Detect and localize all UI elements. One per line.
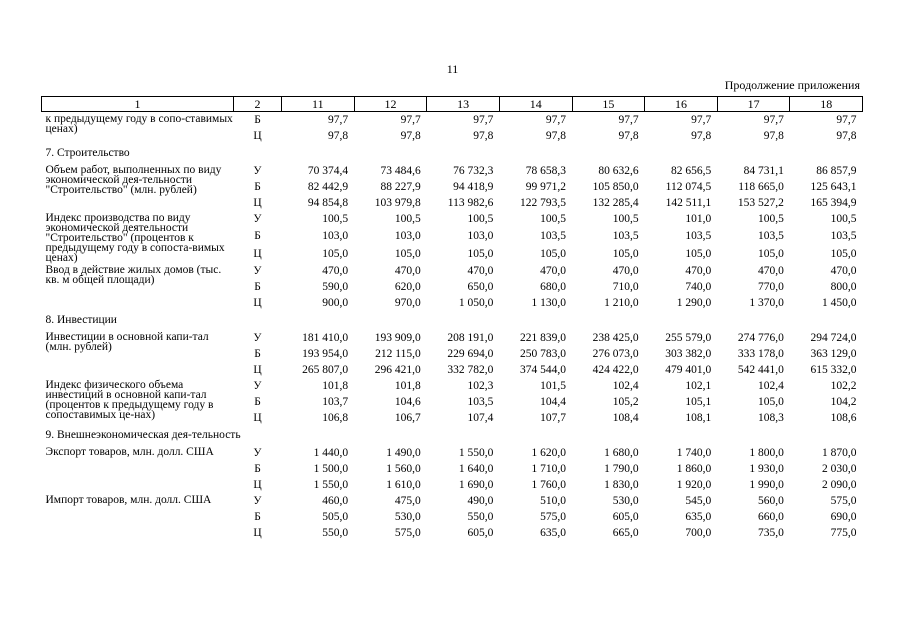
value-cell: 1 210,0 xyxy=(604,297,639,309)
value-cell: 620,0 xyxy=(394,281,421,293)
value-cell: 97,8 xyxy=(473,130,494,142)
value-cell: 102,1 xyxy=(685,380,712,392)
scenario-code: Ц xyxy=(253,197,262,209)
value-cell: 1 550,0 xyxy=(458,447,494,459)
value-cell: 238 425,0 xyxy=(592,332,639,344)
scenario-code: Б xyxy=(254,281,261,293)
value-cell: 1 690,0 xyxy=(458,479,494,491)
value-cell: 88 227,9 xyxy=(380,181,421,193)
value-cell: 165 394,9 xyxy=(810,197,857,209)
indicator-label-cell xyxy=(42,211,234,263)
scenario-code: Ц xyxy=(253,364,262,376)
value-cell: 78 658,3 xyxy=(525,165,566,177)
value-cell: 650,0 xyxy=(467,281,494,293)
section-heading-row xyxy=(42,426,863,445)
value-cell: 103,5 xyxy=(830,230,857,243)
scenario-code: У xyxy=(253,165,262,177)
value-cell: 82 442,9 xyxy=(307,181,349,193)
scenario-code: Б xyxy=(254,230,261,243)
value-cell: 1 680,0 xyxy=(604,447,639,459)
value-cell: 97,8 xyxy=(691,130,712,142)
value-cell: 510,0 xyxy=(540,495,566,507)
scenario-code: У xyxy=(253,265,262,277)
value-cell: 490,0 xyxy=(467,495,494,507)
scenario-code: Б xyxy=(254,181,261,193)
value-cell: 1 550,0 xyxy=(313,479,349,491)
value-cell: 102,4 xyxy=(758,380,784,392)
value-cell: 1 560,0 xyxy=(386,463,421,475)
indicator-label-cell xyxy=(42,445,234,493)
forecast-table xyxy=(41,96,863,541)
value-cell: 1 620,0 xyxy=(531,447,566,459)
value-cell: 105,0 xyxy=(758,396,784,408)
value-cell: 105,0 xyxy=(322,247,349,260)
scenario-code: Ц xyxy=(253,479,262,491)
scenario-code: Б xyxy=(254,396,261,408)
value-cell: 106,7 xyxy=(394,412,421,424)
value-cell: 635,0 xyxy=(540,527,566,539)
value-cell: 1 450,0 xyxy=(822,297,857,309)
section-heading: 8. Инвестиции xyxy=(45,314,117,326)
value-cell: 105,0 xyxy=(685,247,712,260)
value-cell: 105,1 xyxy=(685,396,712,408)
value-cell: 122 793,5 xyxy=(520,197,566,209)
header-cell: 15 xyxy=(572,97,645,112)
value-cell: 94 854,8 xyxy=(307,197,349,209)
indicator-label: Индекс производства по виду экономической деятельности "Строительство" (процентов к предыдущему году в сопоста-вимых ценах) xyxy=(45,212,225,264)
header-cell: 18 xyxy=(790,97,863,112)
value-cell: 1 790,0 xyxy=(604,463,639,475)
value-cell: 1 490,0 xyxy=(386,447,421,459)
value-cell: 104,4 xyxy=(540,396,566,408)
value-cell: 100,5 xyxy=(322,213,349,225)
header-cell: 16 xyxy=(645,97,718,112)
value-cell: 108,6 xyxy=(830,412,857,424)
value-cell: 505,0 xyxy=(322,511,349,523)
value-cell: 153 527,2 xyxy=(737,197,784,209)
value-cell: 94 418,9 xyxy=(453,181,494,193)
value-cell: 575,0 xyxy=(830,495,857,507)
value-cell: 710,0 xyxy=(612,281,639,293)
header-cell: 1 xyxy=(42,97,234,112)
section-heading-row xyxy=(42,311,863,330)
value-cell: 103,5 xyxy=(612,230,639,243)
indicator-label: Индекс физического объема инвестиций в основной капи-тал (процентов к предыдущему году в сопоставимых це-нах) xyxy=(45,379,214,421)
value-cell: 97,7 xyxy=(618,114,639,126)
value-cell: 112 074,5 xyxy=(665,181,712,193)
value-cell: 550,0 xyxy=(322,527,349,539)
value-cell: 97,8 xyxy=(618,130,639,142)
value-cell: 900,0 xyxy=(322,297,349,309)
table-header-row xyxy=(42,97,863,112)
value-cell: 97,7 xyxy=(545,114,566,126)
table-row xyxy=(42,330,863,346)
value-cell: 475,0 xyxy=(394,495,421,507)
value-cell: 97,8 xyxy=(836,130,857,142)
table-row xyxy=(42,263,863,279)
value-cell: 97,8 xyxy=(400,130,421,142)
value-cell: 1 500,0 xyxy=(313,463,349,475)
value-cell: 735,0 xyxy=(758,527,784,539)
header-cell: 11 xyxy=(282,97,355,112)
indicator-label-cell xyxy=(42,378,234,426)
header-cell: 2 xyxy=(234,97,282,112)
indicator-label: к предыдущему году в сопо-ставимых ценах) xyxy=(45,113,233,135)
indicator-label: Инвестиции в основной капи-тал (млн. рублей) xyxy=(45,331,209,353)
value-cell: 97,7 xyxy=(836,114,857,126)
indicator-label-cell xyxy=(42,163,234,211)
value-cell: 106,8 xyxy=(322,412,349,424)
table-row xyxy=(42,112,863,129)
value-cell: 104,6 xyxy=(394,396,421,408)
value-cell: 680,0 xyxy=(540,281,566,293)
value-cell: 103 979,8 xyxy=(374,197,421,209)
indicator-label: Ввод в действие жилых домов (тыс. кв. м общей площади) xyxy=(45,264,222,286)
scenario-code: Ц xyxy=(253,247,262,260)
value-cell: 1 830,0 xyxy=(604,479,639,491)
value-cell: 101,8 xyxy=(394,380,421,392)
value-cell: 97,8 xyxy=(545,130,566,142)
value-cell: 101,8 xyxy=(322,380,349,392)
value-cell: 82 656,5 xyxy=(671,165,712,177)
value-cell: 97,7 xyxy=(400,114,421,126)
value-cell: 108,1 xyxy=(685,412,712,424)
value-cell: 1 990,0 xyxy=(749,479,784,491)
value-cell: 470,0 xyxy=(394,265,421,277)
header-cell: 14 xyxy=(499,97,572,112)
value-cell: 1 640,0 xyxy=(458,463,494,475)
table-row xyxy=(42,493,863,509)
value-cell: 101,0 xyxy=(685,213,712,225)
scenario-code: Б xyxy=(254,114,261,126)
value-cell: 103,7 xyxy=(322,396,349,408)
value-cell: 550,0 xyxy=(467,511,494,523)
scenario-code: Ц xyxy=(253,130,262,142)
value-cell: 575,0 xyxy=(394,527,421,539)
value-cell: 700,0 xyxy=(685,527,712,539)
value-cell: 107,4 xyxy=(467,412,494,424)
value-cell: 470,0 xyxy=(612,265,639,277)
value-cell: 1 760,0 xyxy=(531,479,566,491)
value-cell: 1 370,0 xyxy=(749,297,784,309)
value-cell: 530,0 xyxy=(394,511,421,523)
value-cell: 775,0 xyxy=(830,527,857,539)
value-cell: 303 382,0 xyxy=(665,348,712,360)
value-cell: 208 191,0 xyxy=(447,332,494,344)
value-cell: 102,2 xyxy=(830,380,857,392)
value-cell: 103,5 xyxy=(685,230,712,243)
value-cell: 470,0 xyxy=(830,265,857,277)
value-cell: 100,5 xyxy=(394,213,421,225)
value-cell: 193 954,0 xyxy=(302,348,349,360)
scenario-code: Ц xyxy=(253,412,262,424)
value-cell: 296 421,0 xyxy=(374,364,421,376)
value-cell: 665,0 xyxy=(612,527,639,539)
value-cell: 1 870,0 xyxy=(822,447,857,459)
value-cell: 1 130,0 xyxy=(531,297,566,309)
scenario-code: У xyxy=(253,332,262,344)
value-cell: 80 632,6 xyxy=(598,165,639,177)
value-cell: 363 129,0 xyxy=(810,348,857,360)
value-cell: 276 073,0 xyxy=(592,348,639,360)
value-cell: 113 982,6 xyxy=(447,197,494,209)
value-cell: 100,5 xyxy=(612,213,639,225)
value-cell: 108,4 xyxy=(612,412,639,424)
value-cell: 424 422,0 xyxy=(592,364,639,376)
value-cell: 132 285,4 xyxy=(592,197,639,209)
value-cell: 274 776,0 xyxy=(737,332,784,344)
value-cell: 333 178,0 xyxy=(737,348,784,360)
table-row xyxy=(42,445,863,461)
value-cell: 635,0 xyxy=(685,511,712,523)
value-cell: 103,5 xyxy=(758,230,784,243)
value-cell: 2 090,0 xyxy=(822,479,857,491)
value-cell: 103,5 xyxy=(540,230,566,243)
value-cell: 105,0 xyxy=(612,247,639,260)
scenario-code: Б xyxy=(254,511,261,523)
value-cell: 2 030,0 xyxy=(822,463,857,475)
header-cell: 17 xyxy=(717,97,790,112)
value-cell: 250 783,0 xyxy=(520,348,566,360)
scenario-code: У xyxy=(253,447,262,459)
value-cell: 97,7 xyxy=(691,114,712,126)
value-cell: 103,5 xyxy=(467,396,494,408)
value-cell: 294 724,0 xyxy=(810,332,857,344)
value-cell: 103,0 xyxy=(394,230,421,243)
value-cell: 265 807,0 xyxy=(302,364,349,376)
value-cell: 97,8 xyxy=(763,130,784,142)
header-cell: 13 xyxy=(427,97,500,112)
value-cell: 100,5 xyxy=(758,213,784,225)
table-row xyxy=(42,378,863,394)
page-number: 11 xyxy=(446,62,459,76)
value-cell: 105,0 xyxy=(467,247,494,260)
value-cell: 212 115,0 xyxy=(375,348,421,360)
value-cell: 542 441,0 xyxy=(737,364,784,376)
value-cell: 740,0 xyxy=(685,281,712,293)
value-cell: 1 610,0 xyxy=(386,479,421,491)
indicator-label-cell xyxy=(42,330,234,378)
section-heading: 7. Строительство xyxy=(45,147,130,159)
indicator-label: Экспорт товаров, млн. долл. США xyxy=(45,446,214,458)
value-cell: 575,0 xyxy=(540,511,566,523)
value-cell: 105,0 xyxy=(540,247,566,260)
value-cell: 1 920,0 xyxy=(676,479,712,491)
value-cell: 1 860,0 xyxy=(676,463,712,475)
value-cell: 660,0 xyxy=(758,511,784,523)
value-cell: 560,0 xyxy=(758,495,784,507)
value-cell: 102,4 xyxy=(612,380,639,392)
value-cell: 107,7 xyxy=(540,412,566,424)
table-body xyxy=(42,112,863,542)
value-cell: 530,0 xyxy=(612,495,639,507)
value-cell: 1 050,0 xyxy=(458,297,494,309)
value-cell: 103,0 xyxy=(322,230,349,243)
scenario-code: Ц xyxy=(253,297,262,309)
value-cell: 690,0 xyxy=(830,511,857,523)
scenario-code: У xyxy=(253,495,262,507)
scenario-code: У xyxy=(253,380,262,392)
value-cell: 105 850,0 xyxy=(592,181,639,193)
value-cell: 193 909,0 xyxy=(374,332,421,344)
value-cell: 100,5 xyxy=(540,213,566,225)
value-cell: 76 732,3 xyxy=(453,165,494,177)
value-cell: 97,7 xyxy=(763,114,784,126)
value-cell: 545,0 xyxy=(685,495,712,507)
value-cell: 479 401,0 xyxy=(665,364,712,376)
value-cell: 1 710,0 xyxy=(531,463,566,475)
value-cell: 70 374,4 xyxy=(307,165,349,177)
value-cell: 1 440,0 xyxy=(313,447,349,459)
indicator-label-cell xyxy=(42,263,234,311)
value-cell: 102,3 xyxy=(467,380,494,392)
value-cell: 142 511,1 xyxy=(665,197,712,209)
value-cell: 470,0 xyxy=(322,265,349,277)
value-cell: 460,0 xyxy=(322,495,349,507)
value-cell: 101,5 xyxy=(540,380,566,392)
value-cell: 1 290,0 xyxy=(676,297,712,309)
scenario-code: У xyxy=(253,213,262,225)
value-cell: 181 410,0 xyxy=(302,332,349,344)
value-cell: 221 839,0 xyxy=(520,332,566,344)
value-cell: 86 857,9 xyxy=(816,165,857,177)
section-heading-row xyxy=(42,144,863,163)
scenario-code: Б xyxy=(254,348,261,360)
value-cell: 590,0 xyxy=(322,281,349,293)
value-cell: 332 782,0 xyxy=(447,364,494,376)
value-cell: 255 579,0 xyxy=(665,332,712,344)
value-cell: 99 971,2 xyxy=(525,181,566,193)
value-cell: 100,5 xyxy=(830,213,857,225)
value-cell: 1 800,0 xyxy=(749,447,784,459)
value-cell: 1 930,0 xyxy=(749,463,784,475)
value-cell: 229 694,0 xyxy=(447,348,494,360)
value-cell: 97,7 xyxy=(328,114,349,126)
table-row xyxy=(42,211,863,228)
value-cell: 108,3 xyxy=(758,412,784,424)
value-cell: 97,7 xyxy=(473,114,494,126)
value-cell: 105,0 xyxy=(830,247,857,260)
value-cell: 470,0 xyxy=(540,265,566,277)
value-cell: 125 643,1 xyxy=(810,181,857,193)
value-cell: 1 740,0 xyxy=(676,447,712,459)
indicator-label-cell xyxy=(42,493,234,541)
value-cell: 374 544,0 xyxy=(520,364,566,376)
value-cell: 605,0 xyxy=(612,511,639,523)
value-cell: 105,0 xyxy=(758,247,784,260)
value-cell: 470,0 xyxy=(758,265,784,277)
value-cell: 103,0 xyxy=(467,230,494,243)
value-cell: 100,5 xyxy=(467,213,494,225)
value-cell: 84 731,1 xyxy=(743,165,784,177)
value-cell: 105,0 xyxy=(394,247,421,260)
value-cell: 605,0 xyxy=(467,527,494,539)
value-cell: 770,0 xyxy=(758,281,784,293)
indicator-label: Импорт товаров, млн. долл. США xyxy=(45,494,212,506)
value-cell: 97,8 xyxy=(328,130,349,142)
value-cell: 970,0 xyxy=(394,297,421,309)
value-cell: 118 665,0 xyxy=(738,181,784,193)
indicator-label-cell xyxy=(42,112,234,145)
continuation-label: Продолжение приложения xyxy=(724,78,860,92)
header-cell: 12 xyxy=(354,97,427,112)
section-heading: 9. Внешнеэкономическая дея-тельность xyxy=(45,429,241,441)
indicator-label: Объем работ, выполненных по виду экономической дея-тельности "Строительство" (млн. рублей) xyxy=(45,164,222,196)
value-cell: 73 484,6 xyxy=(380,165,421,177)
value-cell: 470,0 xyxy=(467,265,494,277)
scenario-code: Ц xyxy=(253,527,262,539)
value-cell: 104,2 xyxy=(830,396,857,408)
value-cell: 615 332,0 xyxy=(810,364,857,376)
scenario-code: Б xyxy=(254,463,261,475)
table-row xyxy=(42,163,863,179)
value-cell: 105,2 xyxy=(612,396,639,408)
value-cell: 470,0 xyxy=(685,265,712,277)
value-cell: 800,0 xyxy=(830,281,857,293)
